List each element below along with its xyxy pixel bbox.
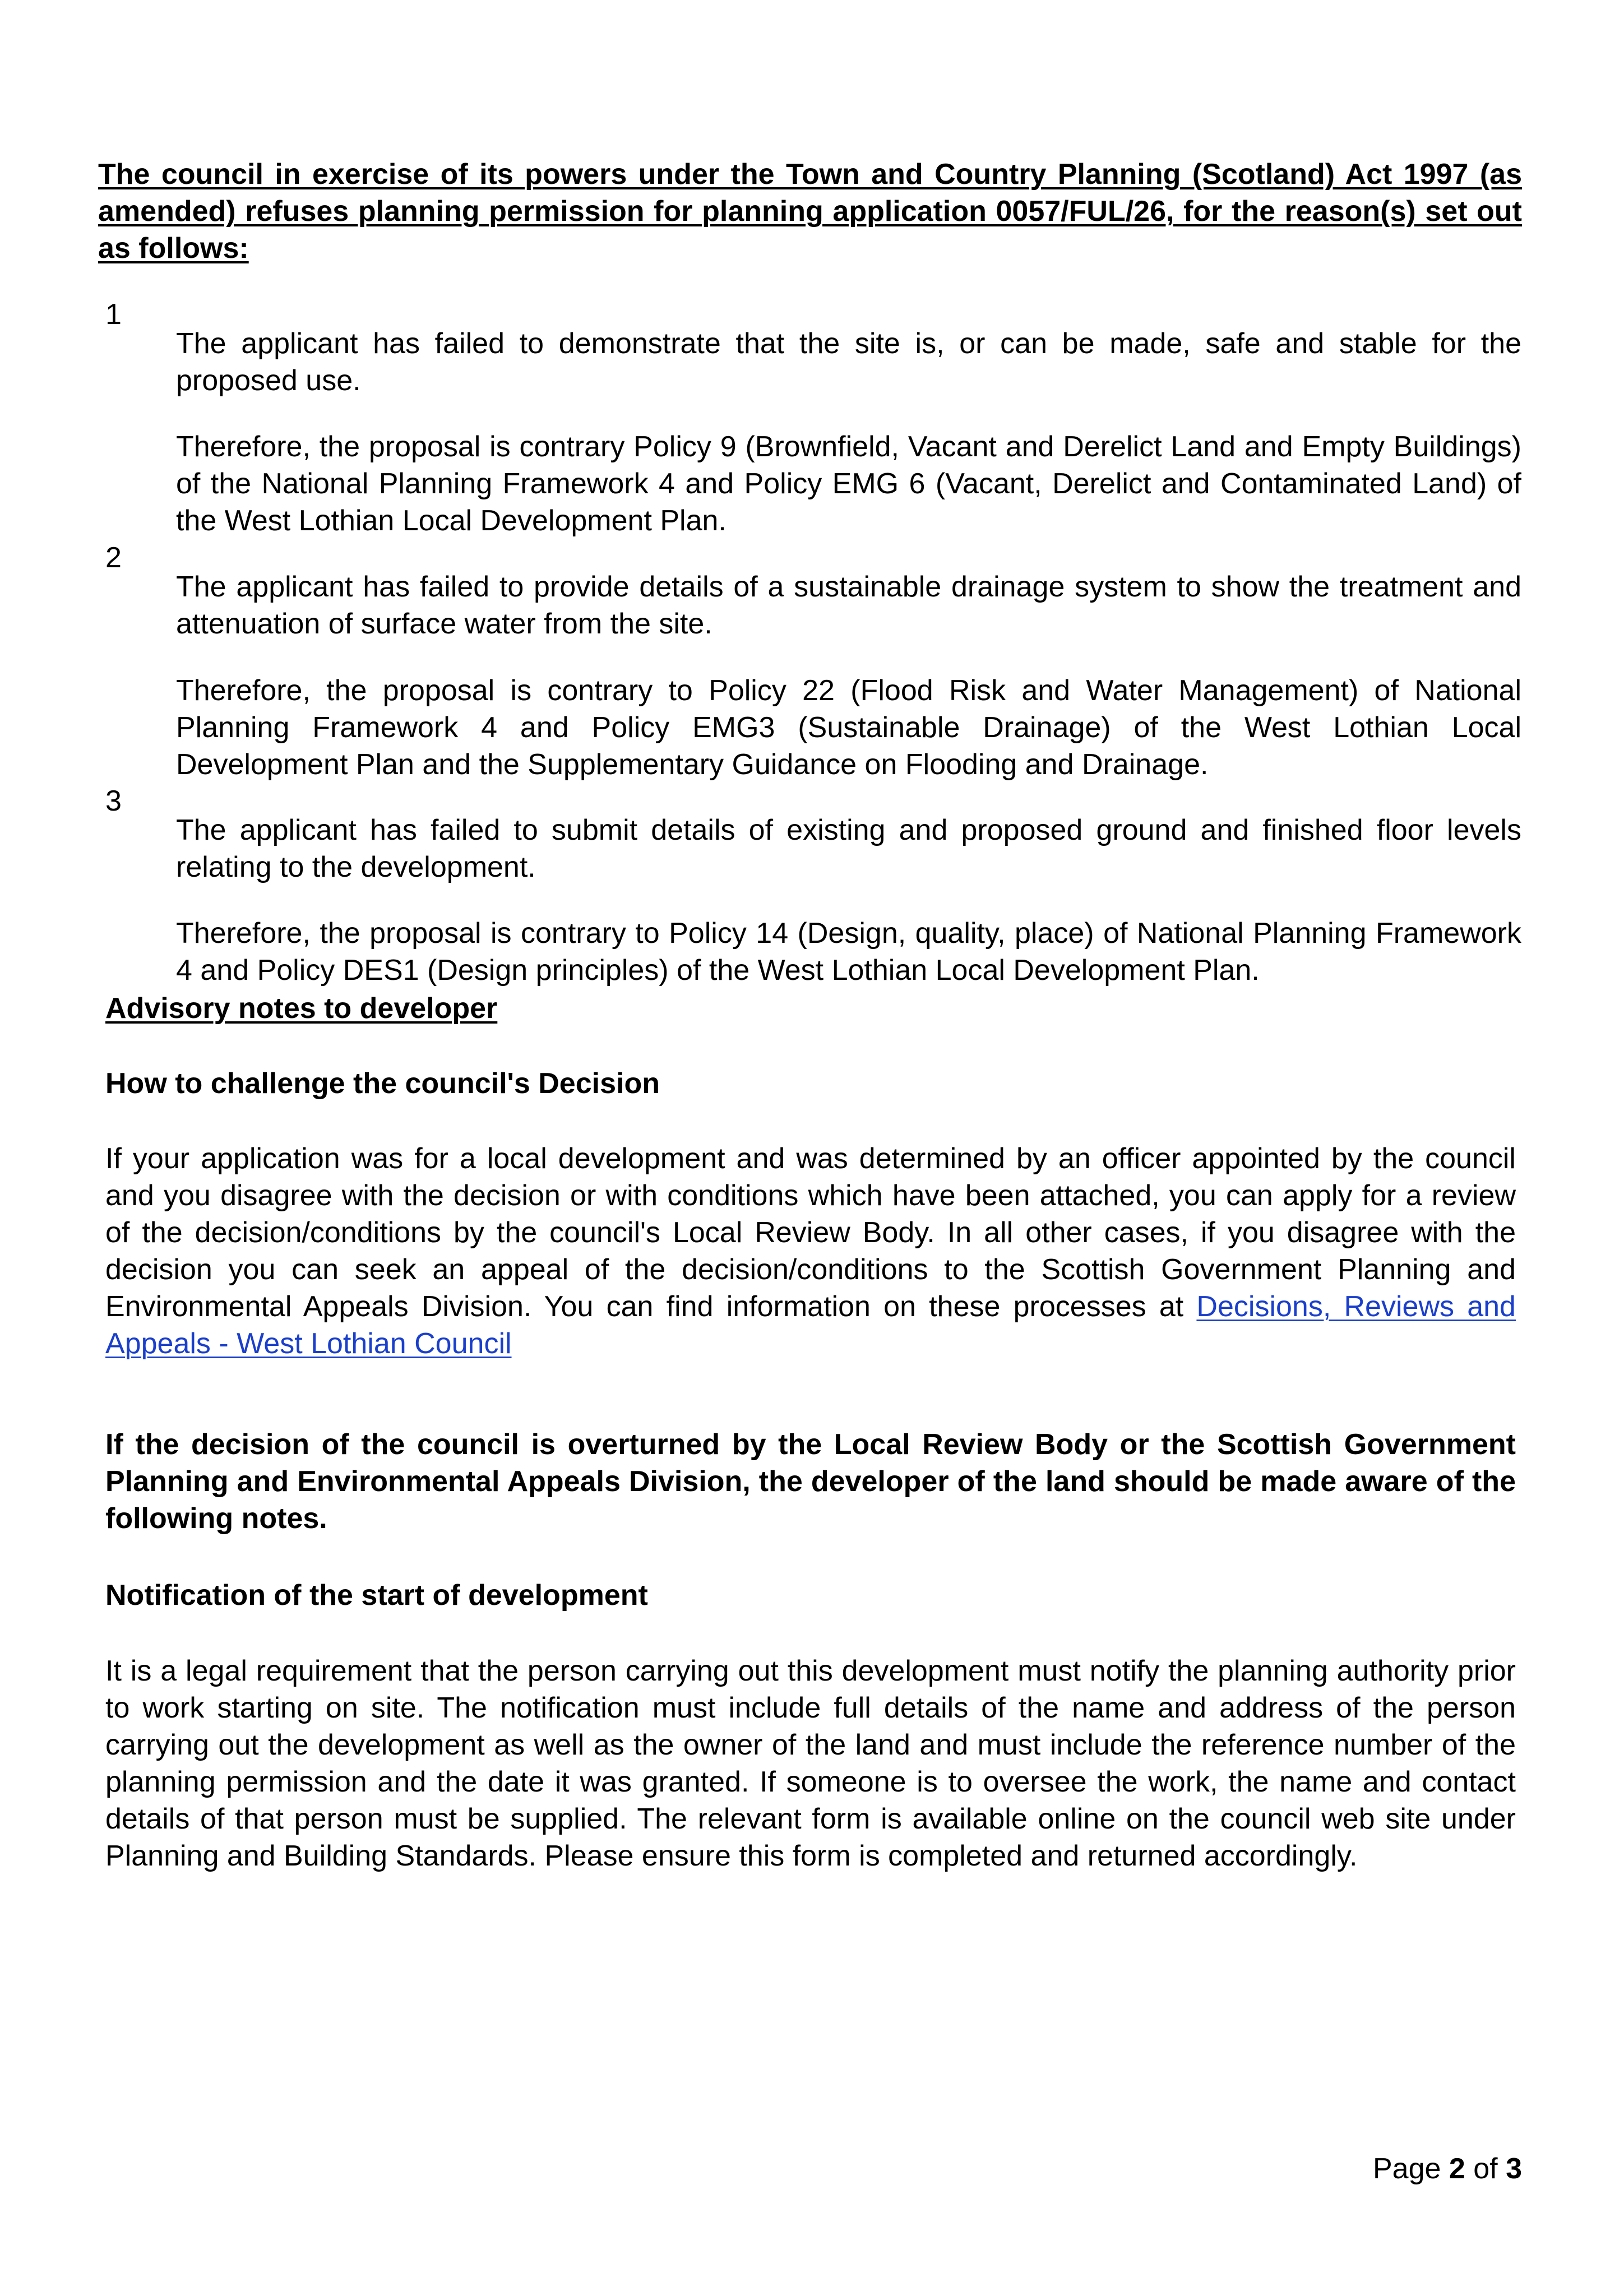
challenge-heading: How to challenge the council's Decision	[105, 1067, 660, 1100]
advisory-notes-title: Advisory notes to developer	[105, 992, 498, 1025]
overturn-note: If the decision of the council is overturned by the Local Review Body or the Scottish Government Planning and Environmental Appeals Division, the developer of the land should be made aware of the following notes.	[105, 1428, 1516, 1535]
reason-number: 2	[105, 541, 122, 574]
challenge-text: If your application was for a local development and was determined by an officer appointed by the council and you disagree with the decision or with conditions which have been attached, you can apply for a review of the decision/conditions by the council's Local Review Body. In all other cases, if you disagree with the decision you can seek an appeal of the decision/conditions to the Scottish Government Planning and Environmental Appeals Division. You can find information on these processes at	[105, 1142, 1516, 1323]
reason-policy: Therefore, the proposal is contrary to Policy 14 (Design, quality, place) of National Planning Framework 4 and Policy DES1 (Design principles) of the West Lothian Local Development Plan.	[176, 917, 1521, 987]
notification-heading: Notification of the start of development	[105, 1579, 648, 1612]
challenge-paragraph	[105, 1140, 1516, 1362]
decisions-reviews-appeals-link[interactable]: Decisions, Reviews and Appeals - West Lothian Council	[105, 1290, 1516, 1360]
decision-heading: The council in exercise of its powers under the Town and Country Planning (Scotland) Act 1997 (as amended) refuses planning permission for planning application 0057/FUL/26, for the reason(s) set out as follows:	[98, 158, 1522, 265]
page-number	[1373, 2150, 1522, 2187]
reason-policy: Therefore, the proposal is contrary to Policy 22 (Flood Risk and Water Management) of National Planning Framework 4 and Policy EMG3 (Sustainable Drainage) of the West Lothian Local Development Plan and the Supplementary Guidance on Flooding and Drainage.	[176, 674, 1521, 781]
page-label: Page	[1372, 2152, 1441, 2185]
notification-paragraph: It is a legal requirement that the person carrying out this development must notify the planning authority prior to work starting on site. The notification must include full details of the name and address of the person carrying out the development as well as the owner of the land and must include the reference number of the planning permission and the date it was granted. If someone is to oversee the work, the name and contact details of that person must be supplied. The relevant form is available online on the council web site under Planning and Building Standards. Please ensure this form is completed and returned accordingly.	[105, 1655, 1516, 1872]
reason-number: 3	[105, 785, 122, 817]
reason-policy: Therefore, the proposal is contrary Policy 9 (Brownfield, Vacant and Derelict Land and Empty Buildings) of the National Planning Framework 4 and Policy EMG 6 (Vacant, Derelict and Contaminated Land) of the West Lothian Local Development Plan.	[176, 430, 1521, 537]
current-page: 2	[1449, 2152, 1465, 2185]
reason-number: 1	[105, 298, 122, 331]
reason-text: The applicant has failed to demonstrate that the site is, or can be made, safe and stable for the proposed use.	[176, 327, 1521, 397]
total-pages: 3	[1506, 2152, 1522, 2185]
reason-text: The applicant has failed to provide details of a sustainable drainage system to show the treatment and attenuation of surface water from the site.	[176, 571, 1521, 640]
reason-text: The applicant has failed to submit details of existing and proposed ground and finished floor levels relating to the development.	[176, 814, 1521, 883]
of-label: of	[1473, 2152, 1498, 2185]
